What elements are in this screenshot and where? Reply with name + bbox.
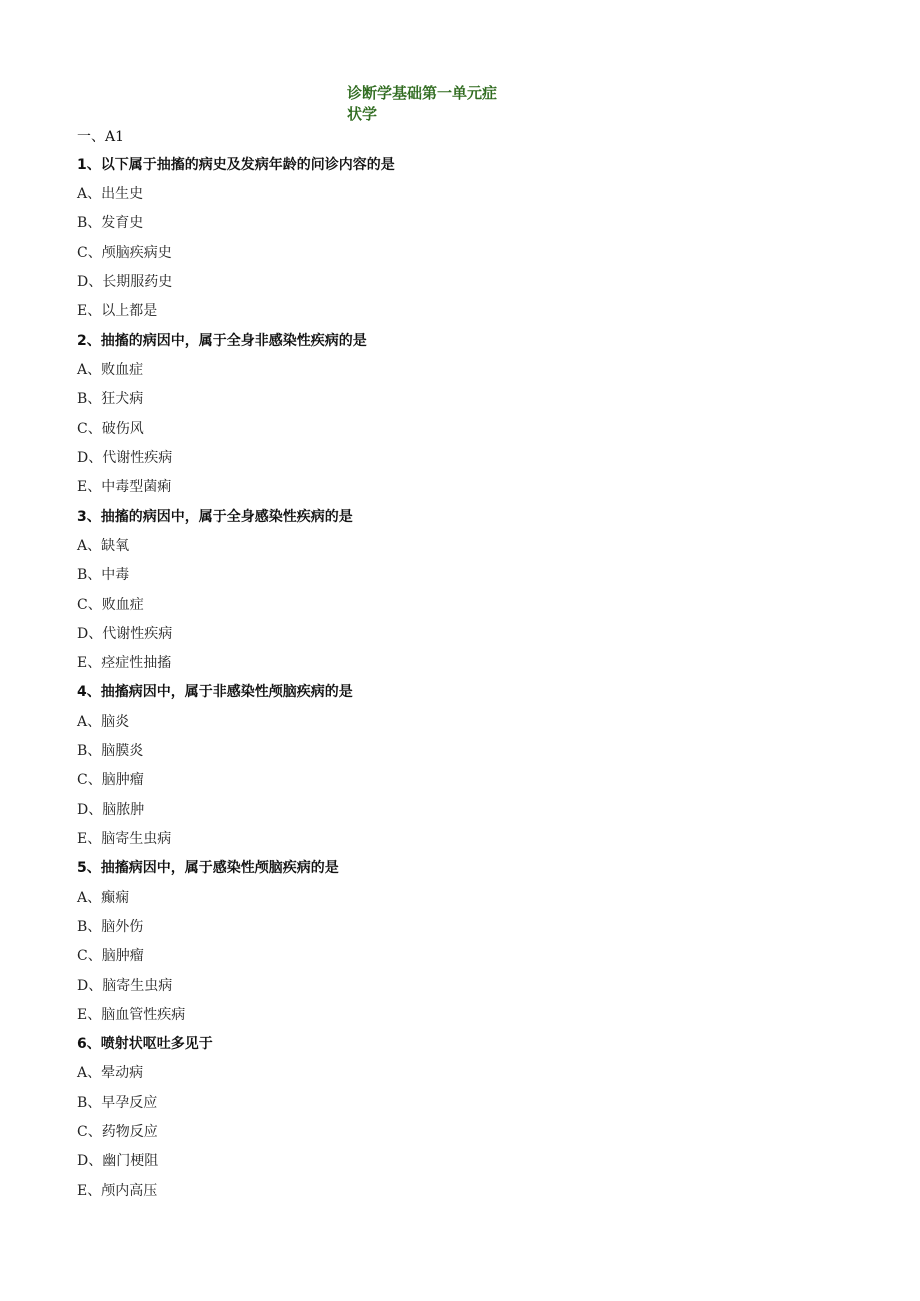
title-line-1: 诊断学基础第一单元症 — [347, 84, 498, 102]
answer-option: B、中毒 — [77, 567, 130, 583]
answer-option: D、代谢性疾病 — [77, 450, 173, 466]
question-stem: 2、抽搐的病因中，属于全身非感染性疾病的是 — [77, 333, 367, 349]
answer-option: D、幽门梗阻 — [77, 1153, 159, 1169]
question-stem: 1、以下属于抽搐的病史及发病年龄的问诊内容的是 — [77, 157, 395, 173]
answer-option: E、痉症性抽搐 — [77, 655, 172, 671]
title-line-2: 状学 — [347, 105, 378, 123]
answer-option: B、早孕反应 — [77, 1095, 158, 1111]
answer-option: B、脑外伤 — [77, 919, 144, 935]
answer-option: A、出生史 — [77, 186, 144, 202]
answer-option: D、长期服药史 — [77, 274, 173, 290]
answer-option: D、代谢性疾病 — [77, 626, 173, 642]
question-stem: 5、抽搐病因中，属于感染性颅脑疾病的是 — [77, 860, 339, 876]
question-stem: 6、喷射状呕吐多见于 — [77, 1036, 213, 1052]
answer-option: D、脑寄生虫病 — [77, 978, 173, 994]
answer-option: A、晕动病 — [77, 1065, 144, 1081]
answer-option: E、以上都是 — [77, 303, 158, 319]
answer-option: C、脑肿瘤 — [77, 948, 144, 964]
question-stem: 3、抽搐的病因中，属于全身感染性疾病的是 — [77, 509, 353, 525]
question-stem: 4、抽搐病因中，属于非感染性颅脑疾病的是 — [77, 684, 353, 700]
answer-option: A、败血症 — [77, 362, 144, 378]
answer-option: E、中毒型菌痢 — [77, 479, 172, 495]
answer-option: C、药物反应 — [77, 1124, 158, 1140]
answer-option: A、脑炎 — [77, 714, 130, 730]
section-heading: 一、A1 — [77, 129, 125, 145]
answer-option: E、颅内高压 — [77, 1183, 158, 1199]
answer-option: A、缺氧 — [77, 538, 130, 554]
answer-option: E、脑血管性疾病 — [77, 1007, 186, 1023]
answer-option: B、狂犬病 — [77, 391, 144, 407]
document-title — [347, 83, 517, 125]
answer-option: B、脑膜炎 — [77, 743, 144, 759]
answer-option: E、脑寄生虫病 — [77, 831, 172, 847]
answer-option: C、颅脑疾病史 — [77, 245, 172, 261]
answer-option: C、破伤风 — [77, 421, 144, 437]
answer-option: C、败血症 — [77, 597, 144, 613]
answer-option: D、脑脓肿 — [77, 802, 145, 818]
answer-option: A、癫痫 — [77, 890, 130, 906]
answer-option: C、脑肿瘤 — [77, 772, 144, 788]
answer-option: B、发育史 — [77, 215, 144, 231]
